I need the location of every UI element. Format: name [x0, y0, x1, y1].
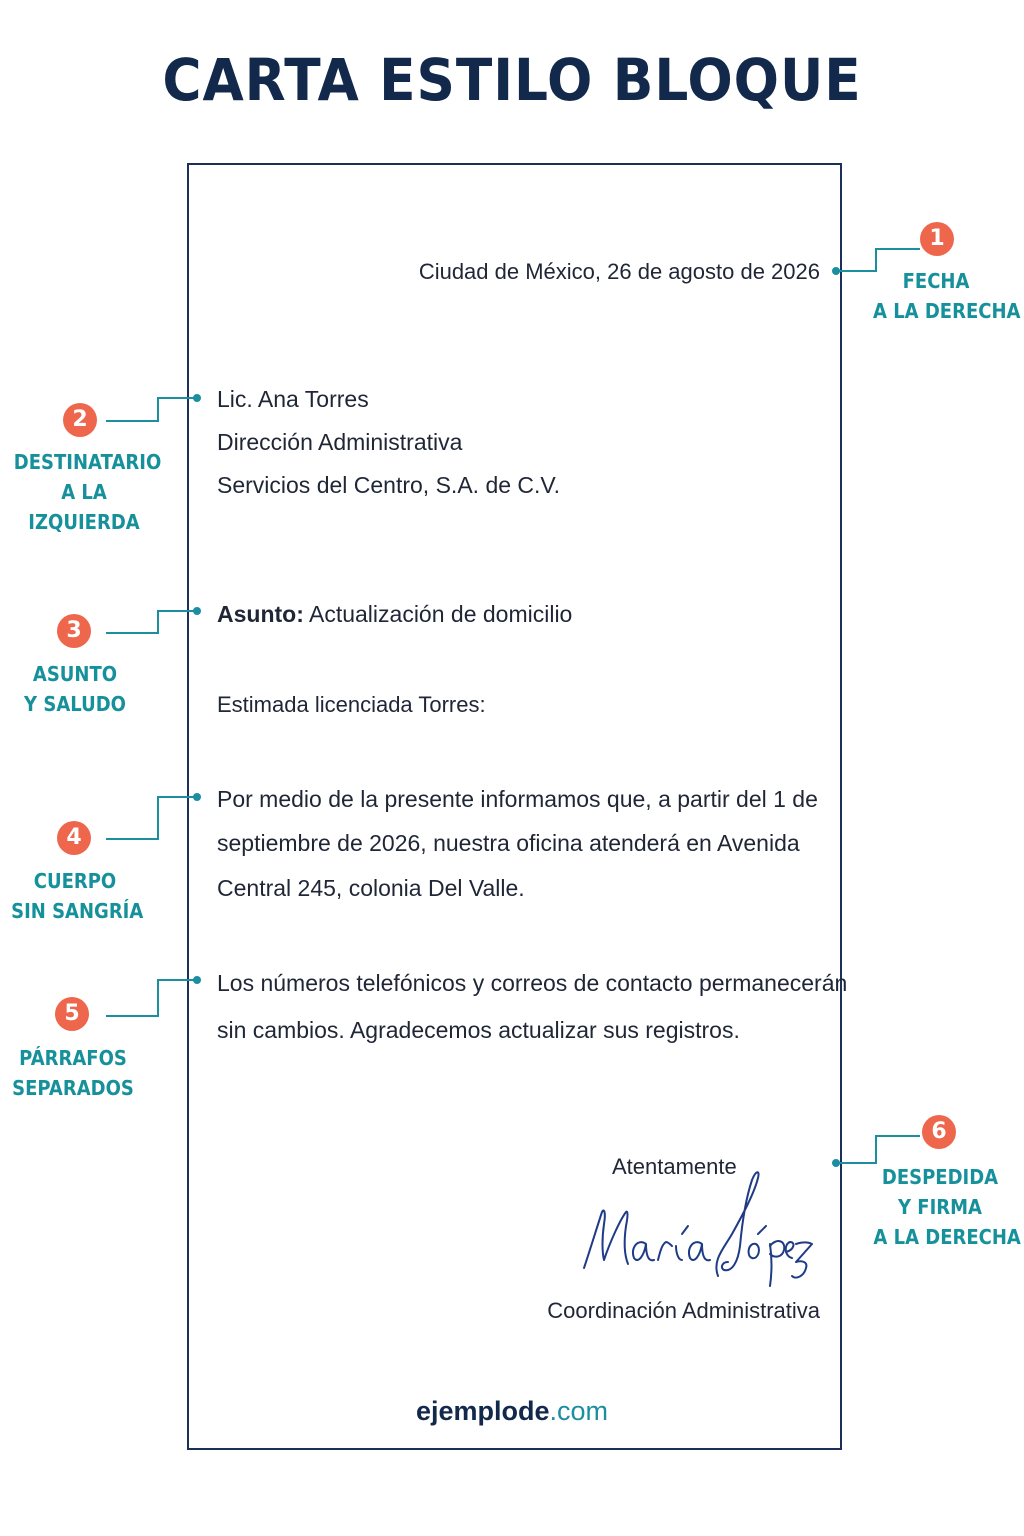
paragraph-2-line-1: Los números telefónicos y correos de contacto permanecerán [217, 970, 848, 996]
paragraph-2-line-2: sin cambios. Agradecemos actualizar sus registros. [217, 1017, 740, 1043]
callout-4-label [11, 866, 144, 926]
callout-2-line-1: DESTINATARIO [13, 450, 162, 474]
brand-domain: .com [549, 1396, 609, 1426]
callout-1-line-1: FECHA [902, 269, 970, 293]
closing: Atentamente [612, 1154, 737, 1179]
callout-1-number: 1 [920, 222, 954, 256]
callout-5-number: 5 [55, 997, 89, 1031]
recipient-company: Servicios del Centro, S.A. de C.V. [217, 472, 561, 498]
callout-1-line-2: A LA DERECHA [873, 299, 1021, 323]
callout-6-label [873, 1162, 1021, 1252]
callout-1-label [873, 266, 1021, 326]
connector-3 [106, 611, 197, 633]
callout-3-number: 3 [57, 614, 91, 648]
callout-2-label [13, 447, 162, 537]
paragraph-1-line-2: septiembre de 2026, nuestra oficina atenderá en Avenida [217, 830, 800, 856]
connector-4 [106, 797, 197, 839]
signer-title: Coordinación Administrativa [547, 1298, 820, 1323]
brand-name: ejemplode [415, 1396, 550, 1426]
paragraph-1-line-1: Por medio de la presente informamos que, a partir del 1 de [217, 786, 818, 812]
callout-5-line-2: SEPARADOS [12, 1076, 134, 1100]
connector-6 [836, 1136, 920, 1163]
subject-label: Asunto: [217, 601, 304, 627]
callout-2-number: 2 [63, 403, 97, 437]
connector-2 [106, 398, 197, 421]
date-line: Ciudad de México, 26 de agosto de 2026 [418, 259, 820, 284]
connector-5 [106, 980, 197, 1016]
callout-4-line-2: SIN SANGRÍA [11, 899, 144, 923]
subject-line [217, 601, 572, 628]
subject-text: Actualización de domicilio [303, 601, 573, 627]
footer-brand[interactable] [0, 1396, 1024, 1427]
recipient-name: Lic. Ana Torres [217, 386, 369, 412]
callout-6-line-3: A LA DERECHA [873, 1225, 1021, 1249]
callout-6-number: 6 [922, 1115, 956, 1149]
callout-2-line-2: A LA [61, 480, 107, 504]
salutation: Estimada licenciada Torres: [217, 692, 486, 717]
recipient-department: Dirección Administrativa [217, 429, 463, 455]
callout-3-label [13, 659, 137, 719]
callout-4-number: 4 [57, 821, 91, 855]
paragraph-1-line-3: Central 245, colonia Del Valle. [217, 875, 525, 901]
callout-4-line-1: CUERPO [33, 869, 117, 893]
page-title: CARTA ESTILO BLOQUE [162, 46, 862, 114]
callout-3-line-2: Y SALUDO [24, 692, 126, 716]
callout-6-line-1: DESPEDIDA [881, 1165, 999, 1189]
handwritten-signature [580, 1164, 816, 1290]
callout-5-label [11, 1043, 135, 1103]
callout-5-line-1: PÁRRAFOS [19, 1046, 127, 1070]
callout-2-line-3: IZQUIERDA [28, 510, 140, 534]
callout-3-line-1: ASUNTO [32, 662, 118, 686]
callout-6-line-2: Y FIRMA [897, 1195, 983, 1219]
